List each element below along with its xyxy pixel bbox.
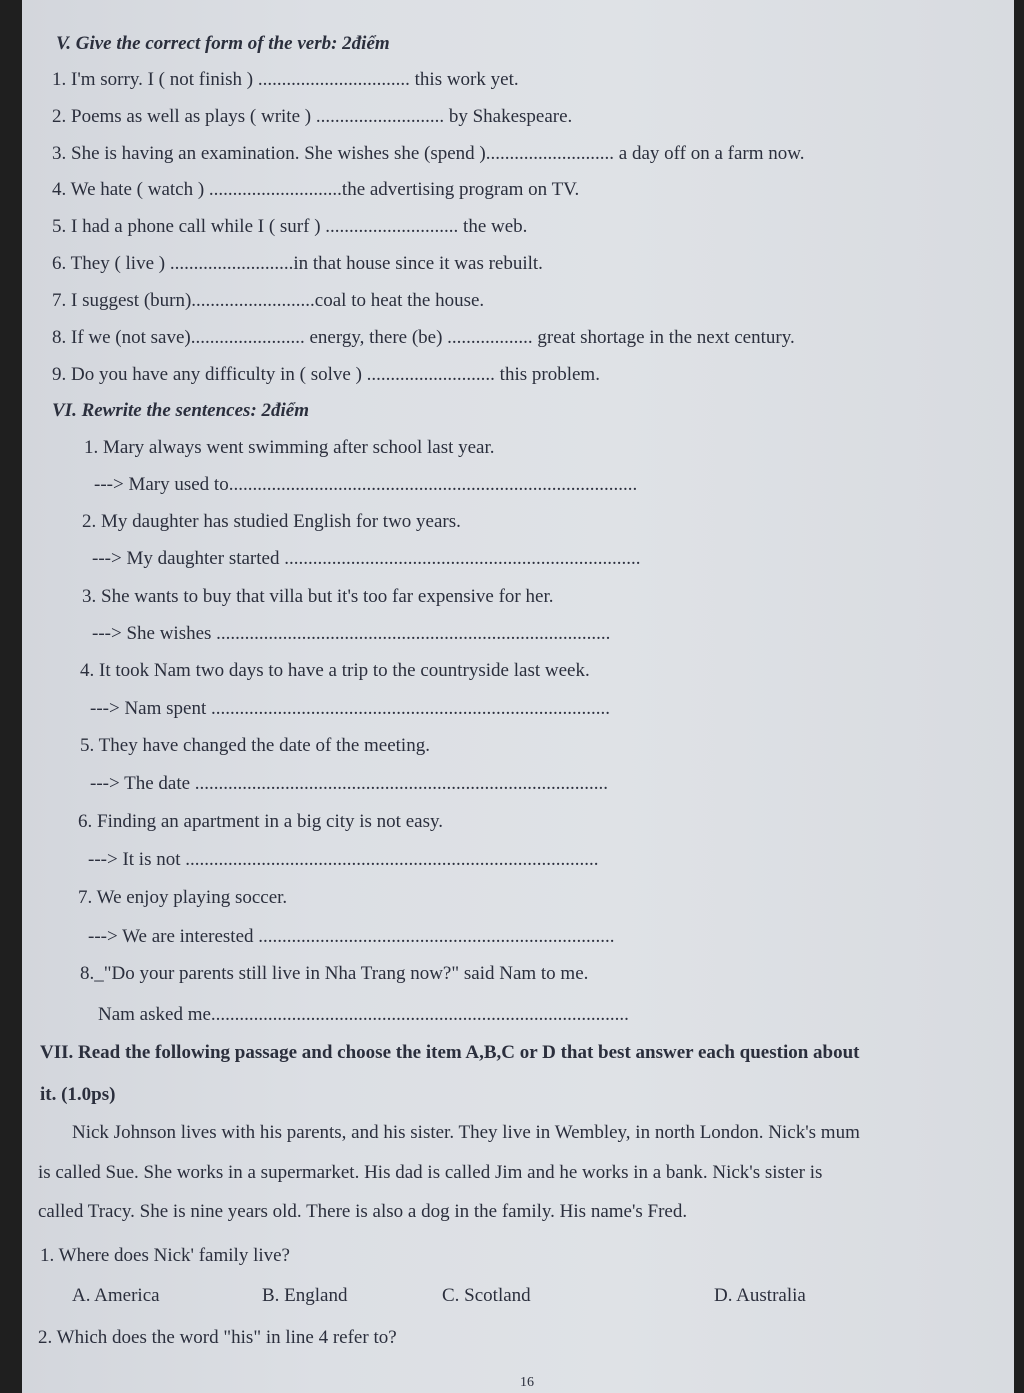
reading-question-1: 1. Where does Nick' family live?	[40, 1245, 290, 1266]
passage-line-2: is called Sue. She works in a supermarket. His dad is called Jim and he works in a bank. Nick's sister is	[38, 1162, 823, 1183]
exercise-5-item-8: 8. If we (not save)........................ energy, there (be) .................. great shortage in the next century.	[52, 327, 795, 348]
rewrite-answer-5: ---> The date .......................................................................................	[90, 773, 609, 794]
exercise-5-item-6: 6. They ( live ) ..........................in that house since it was rebuilt.	[52, 253, 543, 274]
passage-line-1: Nick Johnson lives with his parents, and his sister. They live in Wembley, in north London. Nick's mum	[72, 1122, 860, 1143]
rewrite-answer-8: Nam asked me........................................................................................	[98, 1004, 629, 1025]
rewrite-question-6: 6. Finding an apartment in a big city is not easy.	[78, 811, 443, 832]
passage-line-3: called Tracy. She is nine years old. There is also a dog in the family. His name's Fred.	[38, 1201, 688, 1222]
section-7-title-continued: it. (1.0ps)	[40, 1084, 116, 1105]
option-d: D. Australia	[714, 1285, 806, 1306]
exercise-5-item-9: 9. Do you have any difficulty in ( solve ) ........................... this problem.	[52, 364, 600, 385]
exercise-5-item-5: 5. I had a phone call while I ( surf ) ............................ the web.	[52, 216, 528, 237]
rewrite-answer-6: ---> It is not .......................................................................................	[88, 849, 599, 870]
exercise-5-item-3: 3. She is having an examination. She wishes she (spend )........................... a day off on a farm now.	[52, 143, 805, 164]
rewrite-question-1: 1. Mary always went swimming after school last year.	[84, 437, 495, 458]
rewrite-answer-7: ---> We are interested ...........................................................................	[88, 926, 615, 947]
rewrite-answer-1: ---> Mary used to......................................................................................	[94, 474, 638, 495]
section-5-title: V. Give the correct form of the verb: 2điểm	[56, 33, 390, 54]
rewrite-question-4: 4. It took Nam two days to have a trip to the countryside last week.	[80, 660, 590, 681]
rewrite-question-8: 8._"Do your parents still live in Nha Trang now?" said Nam to me.	[80, 963, 589, 984]
exercise-5-item-1: 1. I'm sorry. I ( not finish ) ................................ this work yet.	[52, 69, 519, 90]
exercise-5-item-2: 2. Poems as well as plays ( write ) ........................... by Shakespeare.	[52, 106, 573, 127]
option-b: B. England	[262, 1285, 348, 1306]
option-c: C. Scotland	[442, 1285, 531, 1306]
exercise-5-item-4: 4. We hate ( watch ) ............................the advertising program on TV.	[52, 179, 580, 200]
rewrite-answer-3: ---> She wishes ...................................................................................	[92, 623, 611, 644]
rewrite-question-7: 7. We enjoy playing soccer.	[78, 887, 288, 908]
option-a: A. America	[72, 1285, 160, 1306]
page-number: 16	[520, 1375, 534, 1390]
section-6-title: VI. Rewrite the sentences: 2điểm	[52, 400, 310, 421]
rewrite-question-3: 3. She wants to buy that villa but it's too far expensive for her.	[82, 586, 554, 607]
rewrite-answer-4: ---> Nam spent ....................................................................................	[90, 698, 610, 719]
section-7-title: VII. Read the following passage and choose the item A,B,C or D that best answer each question about	[40, 1042, 860, 1063]
rewrite-question-2: 2. My daughter has studied English for two years.	[82, 511, 461, 532]
rewrite-question-5: 5. They have changed the date of the meeting.	[80, 735, 430, 756]
reading-question-2: 2. Which does the word "his" in line 4 refer to?	[38, 1327, 397, 1348]
rewrite-answer-2: ---> My daughter started ...........................................................................	[92, 548, 641, 569]
exercise-5-item-7: 7. I suggest (burn)..........................coal to heat the house.	[52, 290, 485, 311]
